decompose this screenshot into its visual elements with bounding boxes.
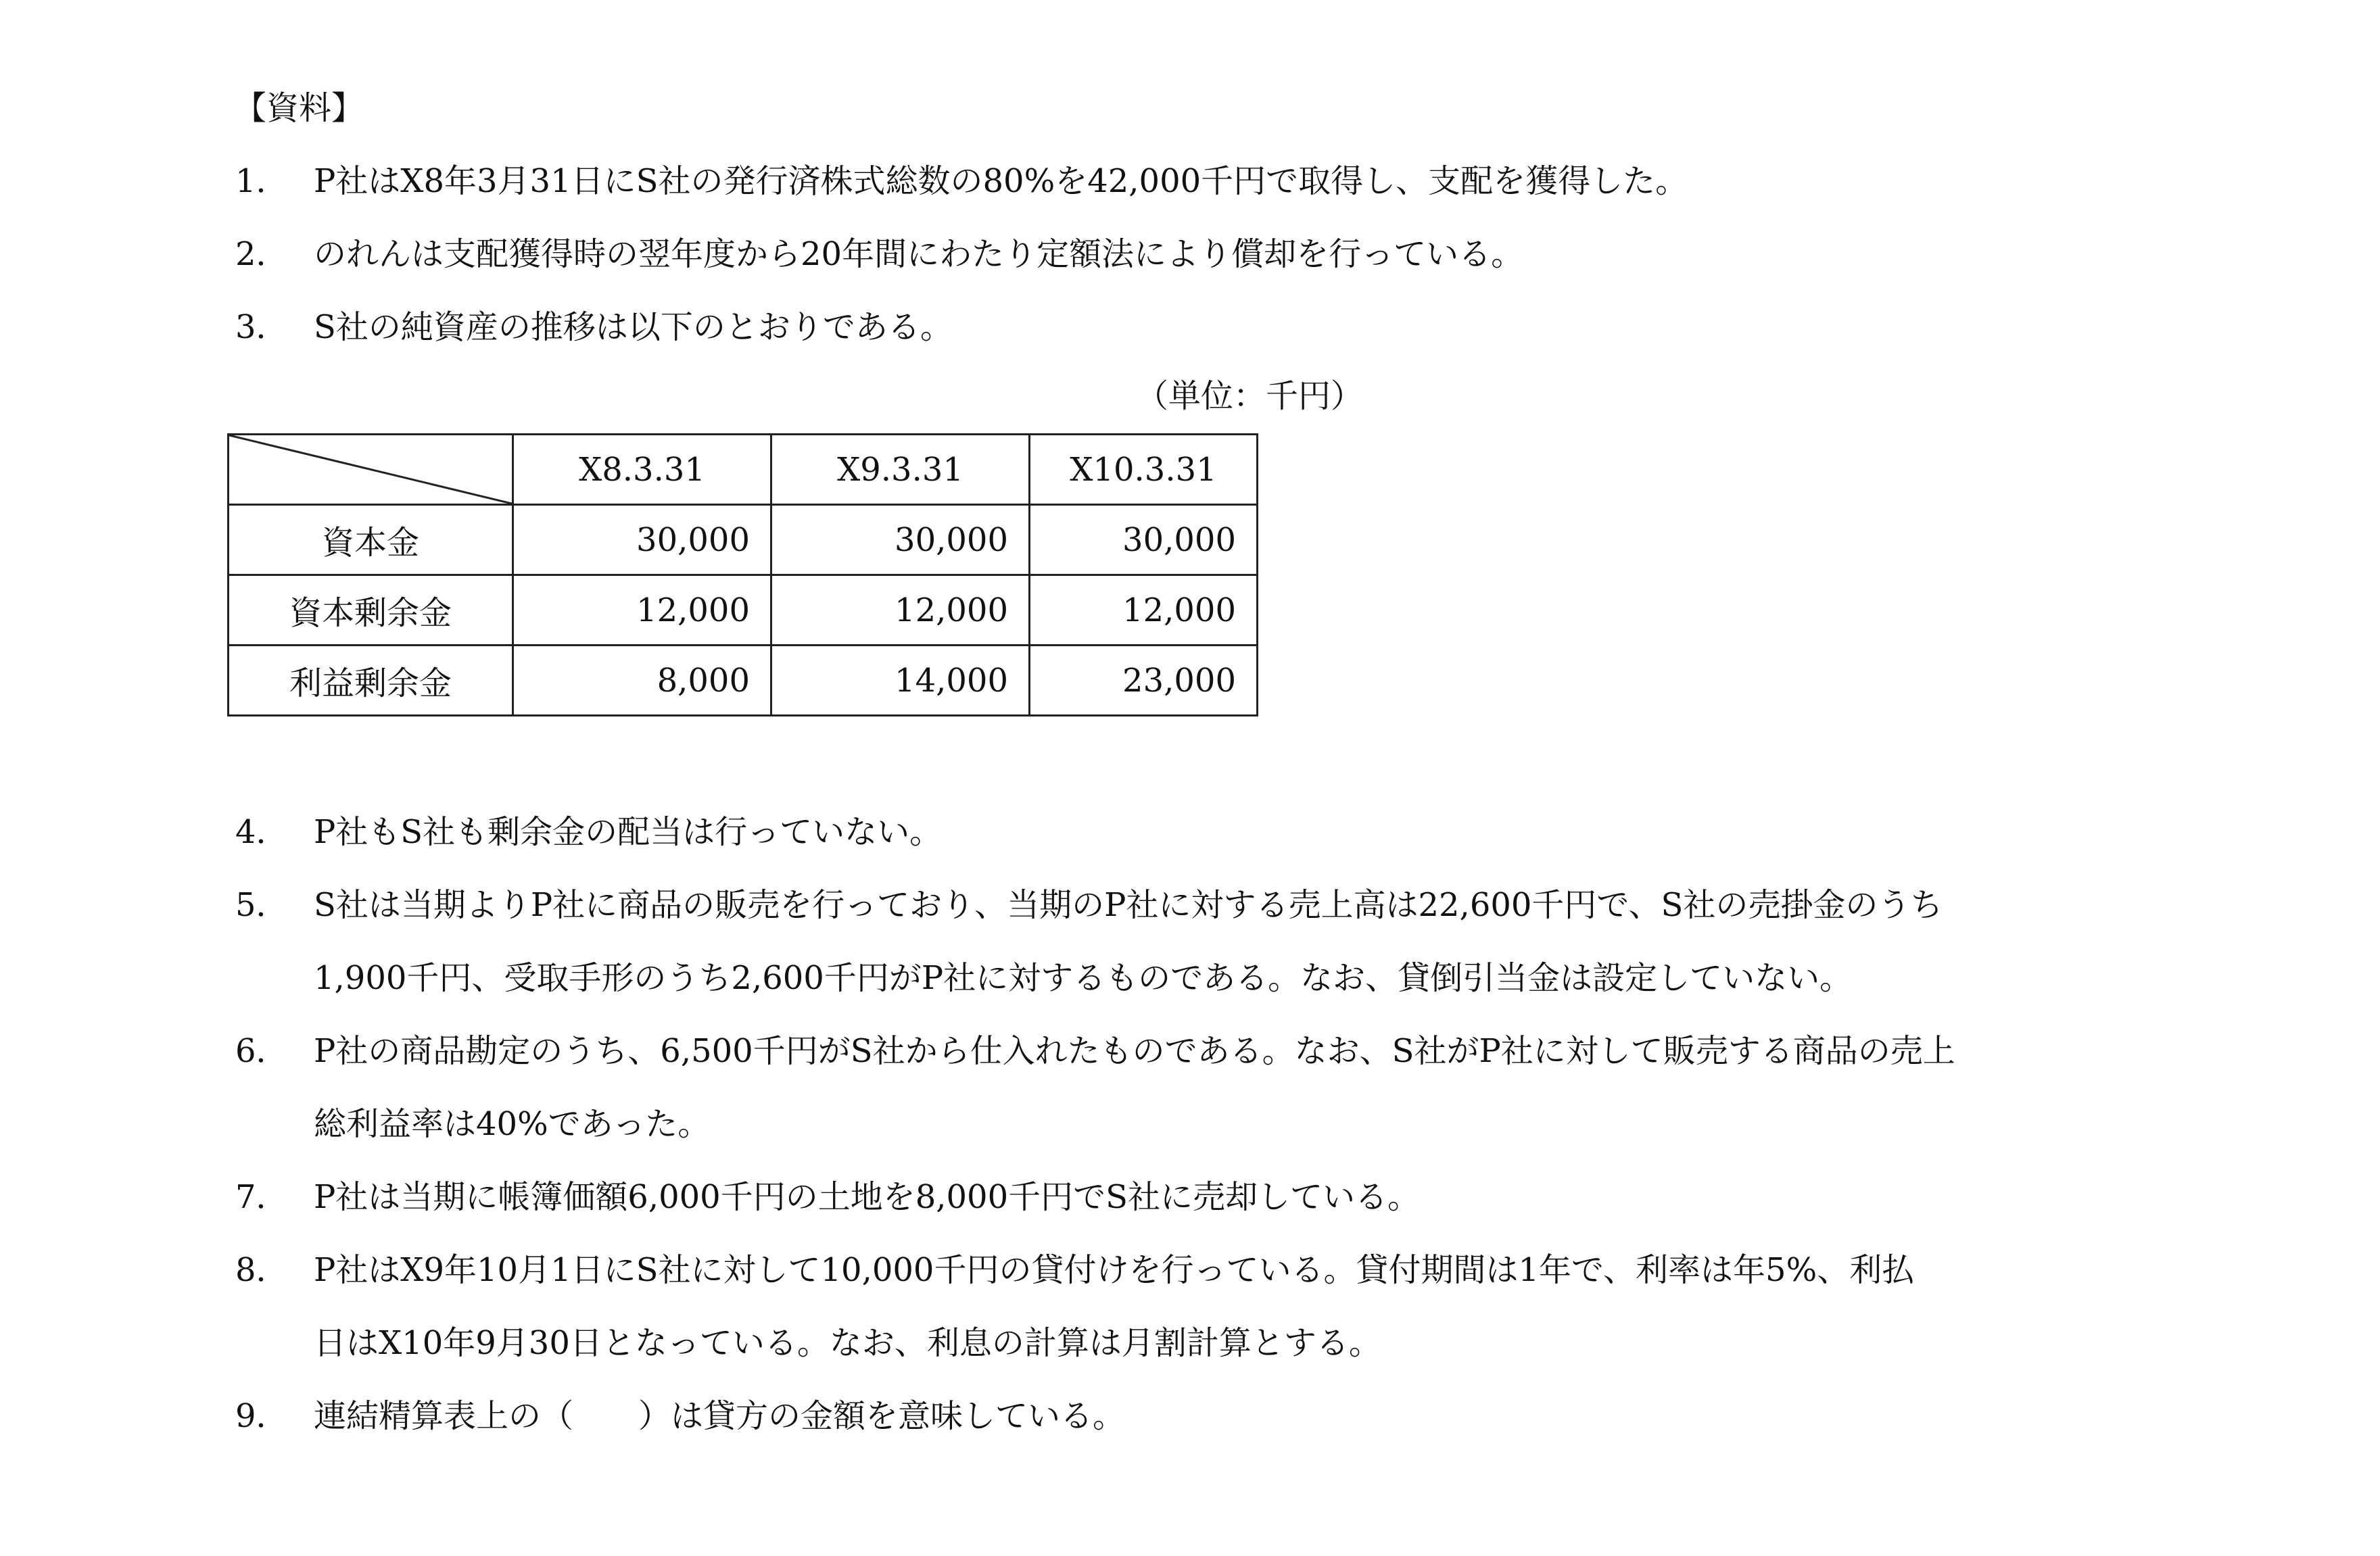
item-text: 総利益率は40%であった。 (314, 1105, 711, 1143)
net-assets-table (227, 433, 1258, 716)
row-label: 利益剰余金 (229, 646, 513, 716)
table-unit-label: （単位：千円） (1136, 377, 1364, 415)
table-cell: 23,000 (1030, 646, 1258, 716)
table-cell: 30,000 (771, 505, 1030, 575)
item-number: 4． (235, 813, 289, 851)
item-text: P社もS社も剰余金の配当は行っていない。 (314, 813, 943, 851)
item-text: S社の純資産の推移は以下のとおりである。 (314, 308, 953, 346)
row-label: 資本剰余金 (229, 575, 513, 646)
diagonal-line (229, 435, 512, 504)
item-number: 3． (235, 308, 289, 346)
table-cell: 12,000 (771, 575, 1030, 646)
item-text: P社はX8年3月31日にS社の発行済株式総数の80%を42,000千円で取得し、支配を獲得した。 (314, 162, 1688, 200)
column-header: X8.3.31 (513, 435, 771, 505)
table-cell: 12,000 (1030, 575, 1258, 646)
item-text: P社は当期に帳簿価額6,000千円の土地を8,000千円でS社に売却している。 (314, 1178, 1421, 1216)
table-row (229, 575, 1258, 646)
item-number: 8． (235, 1251, 289, 1289)
row-label: 資本金 (229, 505, 513, 575)
table-cell: 30,000 (1030, 505, 1258, 575)
table-cell: 14,000 (771, 646, 1030, 716)
document-heading: 【資料】 (234, 89, 364, 127)
table-cell: 12,000 (513, 575, 771, 646)
item-text: 1,900千円、受取手形のうち2,600千円がP社に対するものである。なお、貸倒引当金は設定していない。 (314, 959, 1853, 997)
table-header-row (229, 435, 1258, 505)
column-header: X9.3.31 (771, 435, 1030, 505)
item-text: P社の商品勘定のうち、6,500千円がS社から仕入れたものである。なお、S社がP社に対して販売する商品の売上 (314, 1032, 1955, 1070)
item-text: 日はX10年9月30日となっている。なお、利息の計算は月割計算とする。 (314, 1324, 1381, 1362)
table-cell: 8,000 (513, 646, 771, 716)
item-text: 連結精算表上の（ ）は貸方の金額を意味している。 (314, 1397, 1126, 1435)
item-number: 2． (235, 235, 289, 273)
column-header: X10.3.31 (1030, 435, 1258, 505)
table-row (229, 646, 1258, 716)
table-row (229, 505, 1258, 575)
item-number: 1． (235, 162, 289, 200)
table-corner-cell (229, 435, 513, 505)
item-number: 5． (235, 886, 289, 924)
item-number: 9． (235, 1397, 289, 1435)
table-cell: 30,000 (513, 505, 771, 575)
item-number: 7． (235, 1178, 289, 1216)
item-number: 6． (235, 1032, 289, 1070)
item-text: P社はX9年10月1日にS社に対して10,000千円の貸付けを行っている。貸付期間は1年で、利率は年5%、利払 (314, 1251, 1915, 1289)
item-text: S社は当期よりP社に商品の販売を行っており、当期のP社に対する売上高は22,600千円で、S社の売掛金のうち (314, 886, 1943, 924)
item-text: のれんは支配獲得時の翌年度から20年間にわたり定額法により償却を行っている。 (314, 235, 1524, 273)
